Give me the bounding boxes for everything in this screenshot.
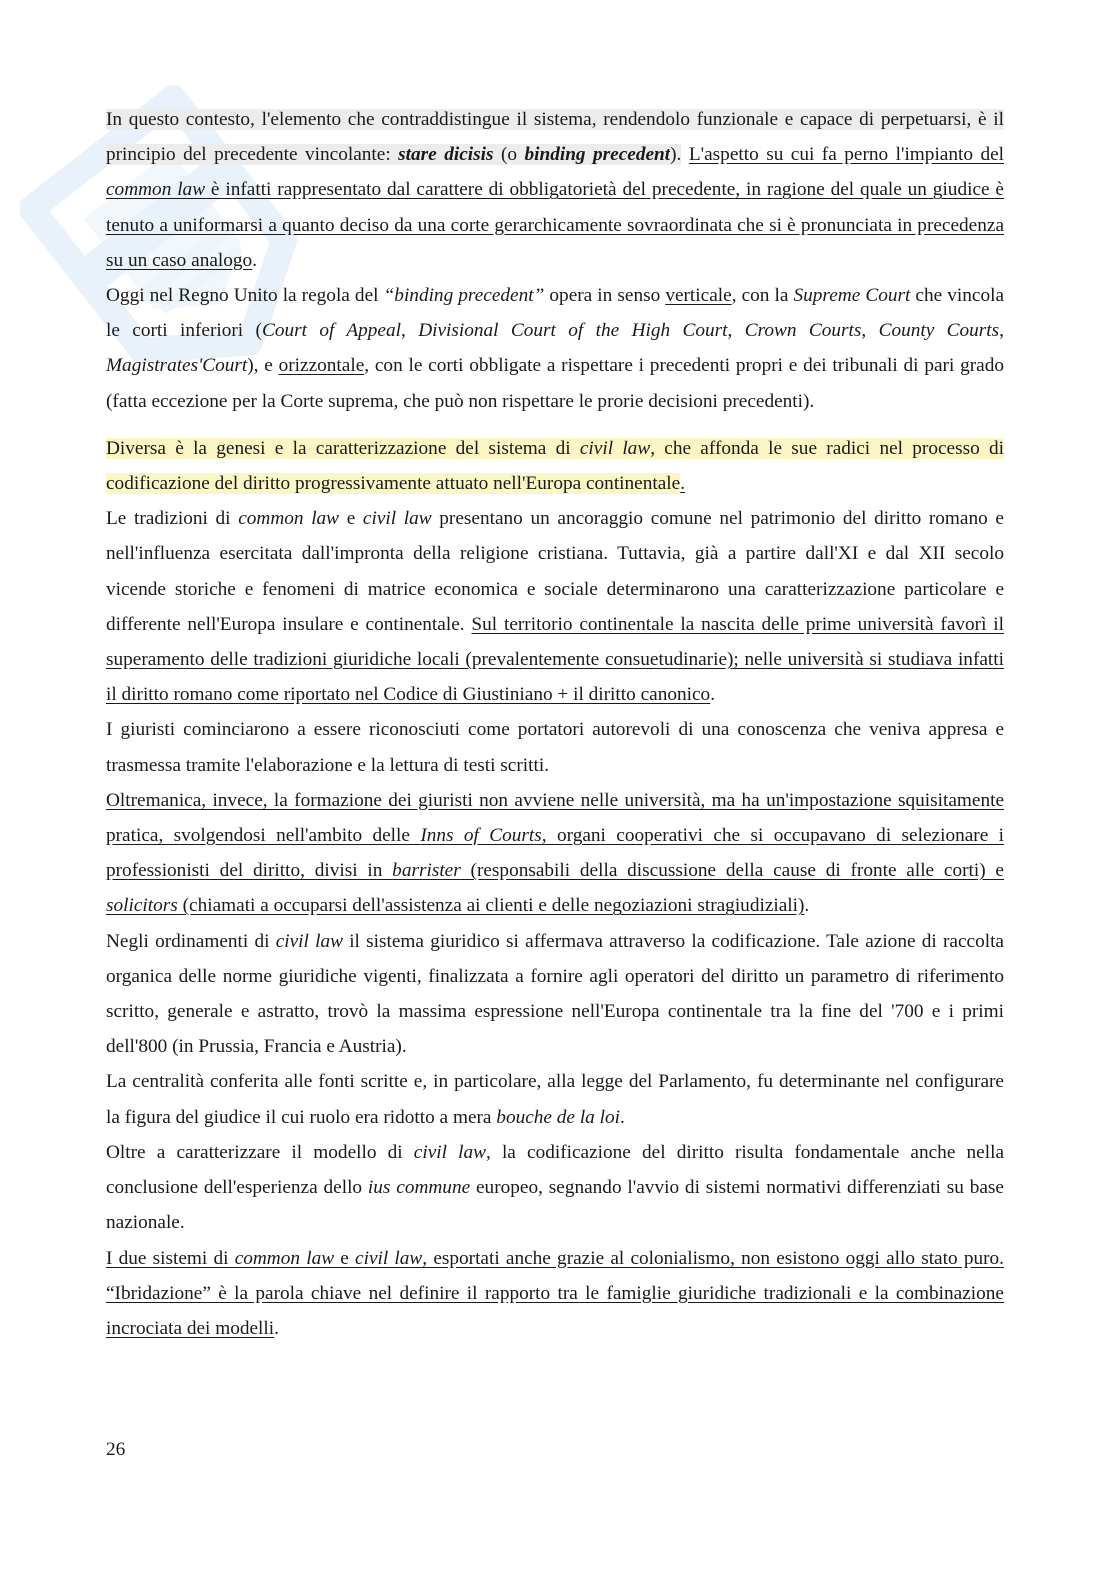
text-run: Court of Appeal xyxy=(261,320,401,342)
text-run: che vincola le corti inferiori ( xyxy=(106,285,1005,342)
text-run xyxy=(681,144,688,165)
text-run: , xyxy=(861,320,879,342)
text-run: , xyxy=(727,320,745,342)
text-run: common law xyxy=(106,179,206,201)
text-run: Sul territorio continentale la nascita delle prime università favorì il superamento delle tradizioni giuridiche locali (prevalentemente consuetudinarie); nelle università si studiava infatti il diritto romano come riportato nel Codice di Giustiniano + il diritto canonico xyxy=(106,613,1005,706)
text-run: ). xyxy=(670,144,682,166)
text-run: ), e xyxy=(247,355,279,377)
text-run: barrister xyxy=(392,860,461,882)
text-run: Diversa è la genesi e la caratterizzazione del sistema di xyxy=(106,437,580,459)
text-run: , che affonda le sue radici nel processo di codificazione del diritto progressivamente attuato nell'Europa continentale xyxy=(106,437,1005,495)
text-run: Oltre a caratterizzare il modello di xyxy=(106,1141,414,1163)
text-run: (o xyxy=(493,144,525,166)
text-run: europeo, segnando l'avvio di sistemi normativi differenziati su base nazionale. xyxy=(106,1177,1004,1234)
paragraph xyxy=(106,431,1004,501)
paragraph xyxy=(106,1064,1004,1134)
text-run: verticale xyxy=(665,285,732,307)
text-run: In questo contesto, l'elemento che contraddistingue il sistema, rendendolo funzionale e capace di perpetuarsi, è il principio del precedente vincolante: xyxy=(106,109,1004,166)
page-number: 26 xyxy=(106,1439,126,1460)
text-run: . xyxy=(252,249,258,271)
text-run: . xyxy=(274,1317,279,1339)
text-run: I due sistemi di xyxy=(106,1247,235,1269)
text-run: presentano un ancoraggio comune nel patrimonio del diritto romano e nell'influenza esercitata dall'impronta della religione cristiana. Tuttavia, già a partire dall'XI e dal XII secolo vicende storiche e fenomeni di matrice economica e sociale determinarono una caratterizzazione particolare e differente nell'Europa insulare e continentale. xyxy=(106,508,1004,635)
text-run: stare dicisis xyxy=(398,144,494,166)
text-run: , xyxy=(999,320,1004,342)
text-run: , organi cooperativi che si occupavano di selezionare i professionisti del diritto, divisi in xyxy=(106,825,1004,882)
text-run: (responsabili della discussione della cause di fronte alle corti) e xyxy=(460,860,1004,882)
text-run: , con la xyxy=(731,285,794,307)
text-run: La centralità conferita alle fonti scritte e, in particolare, alla legge del Parlamento, fu determinante nel configurare la figura del giudice il cui ruolo era ridotto a mera xyxy=(106,1071,1004,1128)
text-run: , esportati anche grazie al colonialismo, non esistono oggi allo stato puro. “Ibridazione” è la parola chiave nel definire il rapporto tra le famiglie giuridiche tradizionali e la combinazione incrociata dei modelli xyxy=(106,1247,1004,1339)
text-run: . xyxy=(620,1106,625,1128)
paragraph xyxy=(106,712,1004,782)
text-run: Le tradizioni di xyxy=(106,508,239,530)
text-run: civil law xyxy=(355,1247,423,1269)
text-run: civil law xyxy=(362,508,432,530)
text-run: , la codificazione del diritto risulta fondamentale anche nella conclusione dell'esperienza dello xyxy=(106,1141,1004,1199)
text-run: . xyxy=(804,895,810,917)
text-run: civil law xyxy=(579,437,651,459)
text-run: ius commune xyxy=(367,1177,471,1199)
text-run: solicitors xyxy=(106,895,178,917)
paragraph xyxy=(106,278,1004,419)
paragraph xyxy=(106,783,1004,924)
paragraph xyxy=(106,924,1004,1065)
text-run: orizzontale xyxy=(278,355,365,377)
text-run: I giuristi cominciarono a essere riconosciuti come portatori autorevoli di una conoscenza che veniva appresa e trasmessa tramite l'elaborazione e la lettura di testi scritti. xyxy=(106,719,1004,776)
text-run: Magistrates'Court xyxy=(106,355,248,377)
text-run: bouche de la loi xyxy=(496,1106,620,1128)
text-run: “binding precedent” xyxy=(383,285,545,307)
text-run: Supreme Court xyxy=(793,285,911,307)
text-run: e xyxy=(334,1247,356,1269)
text-run: è infatti rappresentato dal carattere di obbligatorietà del precedente, in ragione del quale un giudice è tenuto a uniformarsi a quanto deciso da una corte gerarchicamente sovraordinata che si è pronunciata in precedenza su un caso analogo xyxy=(106,179,1004,271)
text-run: e xyxy=(339,508,363,530)
text-run: Crown Courts xyxy=(744,320,862,342)
text-run: civil law xyxy=(275,930,343,952)
text-run: (chiamati a occuparsi dell'assistenza ai clienti e delle negoziazioni stragiudiziali) xyxy=(177,895,805,917)
text-run: il sistema giuridico si affermava attraverso la codificazione. Tale azione di raccolta organica delle norme giuridiche vigenti, finalizzata a fornire agli operatori del diritto un parametro di riferimento scritto, generale e astratto, trovò la massima espressione nell'Europa continentale tra la fine del '700 e i primi dell'800 (in Prussia, Francia e Austria). xyxy=(106,930,1004,1058)
text-run: binding precedent xyxy=(524,144,671,166)
text-run: common law xyxy=(238,508,340,530)
paragraph xyxy=(106,102,1004,278)
text-run: Negli ordinamenti di xyxy=(106,930,276,952)
text-run: Inns of Courts xyxy=(420,825,542,847)
text-run: Oltremanica, invece, la formazione dei giuristi non avviene nelle università, ma ha un'impostazione squisitamente pratica, svolgendosi nell'ambito delle xyxy=(106,789,1004,847)
text-run: Oggi nel Regno Unito la regola del xyxy=(106,285,384,307)
document-body xyxy=(106,102,1004,1346)
text-run: Divisional Court of the High Court xyxy=(418,320,728,342)
paragraph xyxy=(106,1241,1004,1347)
text-run: County Courts xyxy=(878,320,1000,342)
text-run: , xyxy=(400,320,419,342)
text-run: . xyxy=(710,684,716,706)
text-run: common law xyxy=(234,1247,335,1269)
text-run: L'aspetto su cui fa perno l'impianto del xyxy=(688,144,1005,166)
text-run: . xyxy=(680,473,686,495)
paragraph xyxy=(106,1135,1004,1241)
text-run: , con le corti obbligate a rispettare i precedenti propri e dei tribunali di pari grado (fatta eccezione per la Corte suprema, che può non rispettare le prorie decisioni precedenti). xyxy=(106,355,1004,412)
text-run: opera in senso xyxy=(544,285,666,307)
text-run: civil law xyxy=(413,1141,486,1163)
paragraph xyxy=(106,501,1004,712)
